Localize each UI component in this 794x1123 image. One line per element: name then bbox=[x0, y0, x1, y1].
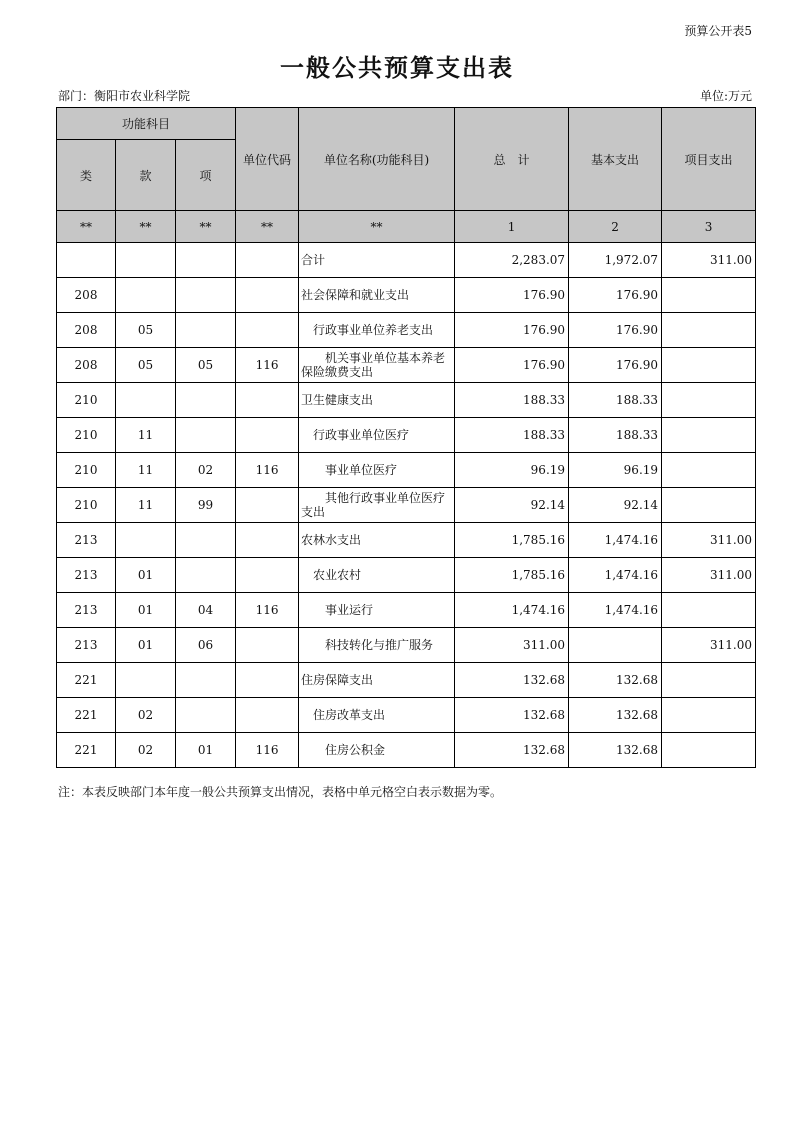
cell-xiang: 06 bbox=[176, 628, 236, 663]
cell-lei: 210 bbox=[57, 453, 116, 488]
header-unit-code: 单位代码 bbox=[236, 108, 299, 211]
header-index-name: ** bbox=[299, 211, 455, 243]
cell-project: 311.00 bbox=[662, 558, 756, 593]
cell-kuan: 11 bbox=[116, 488, 176, 523]
cell-unit-name: 行政事业单位医疗 bbox=[299, 418, 455, 453]
cell-lei: 208 bbox=[57, 313, 116, 348]
cell-basic: 1,474.16 bbox=[569, 523, 662, 558]
header-basic: 基本支出 bbox=[569, 108, 662, 211]
cell-total: 188.33 bbox=[455, 383, 569, 418]
cell-unit-code bbox=[236, 243, 299, 278]
cell-kuan: 05 bbox=[116, 313, 176, 348]
cell-unit-code: 116 bbox=[236, 348, 299, 383]
cell-unit-code bbox=[236, 313, 299, 348]
cell-kuan bbox=[116, 383, 176, 418]
header-kuan: 款 bbox=[116, 140, 176, 211]
header-index-total: 1 bbox=[455, 211, 569, 243]
cell-xiang bbox=[176, 383, 236, 418]
cell-unit-code bbox=[236, 663, 299, 698]
cell-total: 1,785.16 bbox=[455, 523, 569, 558]
cell-lei: 213 bbox=[57, 628, 116, 663]
cell-lei: 210 bbox=[57, 488, 116, 523]
cell-project: 311.00 bbox=[662, 628, 756, 663]
cell-lei: 213 bbox=[57, 523, 116, 558]
cell-unit-name: 农业农村 bbox=[299, 558, 455, 593]
cell-kuan bbox=[116, 523, 176, 558]
cell-xiang: 02 bbox=[176, 453, 236, 488]
cell-total: 132.68 bbox=[455, 663, 569, 698]
cell-unit-code bbox=[236, 278, 299, 313]
unit-name-text: 其他行政事业单位医疗支出 bbox=[301, 491, 446, 519]
cell-project bbox=[662, 418, 756, 453]
cell-xiang bbox=[176, 418, 236, 453]
table-row bbox=[57, 453, 756, 488]
table-row bbox=[57, 488, 756, 523]
cell-xiang bbox=[176, 313, 236, 348]
cell-basic: 188.33 bbox=[569, 383, 662, 418]
cell-unit-code: 116 bbox=[236, 453, 299, 488]
cell-unit-name: 合计 bbox=[299, 243, 455, 278]
header-lei: 类 bbox=[57, 140, 116, 211]
table-row bbox=[57, 558, 756, 593]
cell-xiang bbox=[176, 698, 236, 733]
cell-total: 188.33 bbox=[455, 418, 569, 453]
cell-unit-name: 住房保障支出 bbox=[299, 663, 455, 698]
cell-basic: 132.68 bbox=[569, 663, 662, 698]
cell-total: 132.68 bbox=[455, 698, 569, 733]
unit-label: 单位:万元 bbox=[699, 89, 752, 103]
cell-unit-name bbox=[299, 453, 455, 488]
cell-unit-code bbox=[236, 523, 299, 558]
cell-project bbox=[662, 348, 756, 383]
cell-unit-name bbox=[299, 628, 455, 663]
cell-unit-code bbox=[236, 628, 299, 663]
header-total: 总 计 bbox=[455, 108, 569, 211]
table-row bbox=[57, 663, 756, 698]
cell-total: 176.90 bbox=[455, 278, 569, 313]
cell-lei: 221 bbox=[57, 733, 116, 768]
cell-xiang: 05 bbox=[176, 348, 236, 383]
cell-unit-name: 社会保障和就业支出 bbox=[299, 278, 455, 313]
header-unit-name: 单位名称(功能科目) bbox=[299, 108, 455, 211]
unit-name-text: 事业运行 bbox=[325, 603, 374, 617]
cell-total: 132.68 bbox=[455, 733, 569, 768]
cell-project bbox=[662, 313, 756, 348]
cell-unit-name bbox=[299, 488, 455, 523]
cell-lei: 208 bbox=[57, 278, 116, 313]
footnote: 注：本表反映部门本年度一般公共预算支出情况，表格中单元格空白表示数据为零。 bbox=[58, 785, 503, 799]
unit-name-text: 事业单位医疗 bbox=[325, 463, 398, 477]
cell-lei: 210 bbox=[57, 383, 116, 418]
cell-kuan: 01 bbox=[116, 628, 176, 663]
cell-unit-code bbox=[236, 488, 299, 523]
cell-unit-code: 116 bbox=[236, 733, 299, 768]
cell-xiang: 04 bbox=[176, 593, 236, 628]
cell-project: 311.00 bbox=[662, 523, 756, 558]
cell-basic: 132.68 bbox=[569, 698, 662, 733]
cell-kuan: 02 bbox=[116, 698, 176, 733]
cell-basic: 1,972.07 bbox=[569, 243, 662, 278]
cell-unit-name bbox=[299, 348, 455, 383]
cell-basic: 176.90 bbox=[569, 348, 662, 383]
cell-project bbox=[662, 488, 756, 523]
cell-lei: 213 bbox=[57, 558, 116, 593]
unit-name-text: 机关事业单位基本养老保险缴费支出 bbox=[301, 351, 446, 379]
table-row bbox=[57, 628, 756, 663]
header-index-kuan: ** bbox=[116, 211, 176, 243]
table-row bbox=[57, 418, 756, 453]
cell-total: 1,785.16 bbox=[455, 558, 569, 593]
cell-unit-code bbox=[236, 558, 299, 593]
table-row bbox=[57, 278, 756, 313]
cell-lei: 221 bbox=[57, 698, 116, 733]
page-title: 一般公共预算支出表 bbox=[280, 53, 514, 82]
cell-xiang bbox=[176, 558, 236, 593]
cell-xiang bbox=[176, 523, 236, 558]
cell-kuan bbox=[116, 663, 176, 698]
cell-total: 2,283.07 bbox=[455, 243, 569, 278]
cell-unit-code bbox=[236, 418, 299, 453]
cell-kuan: 05 bbox=[116, 348, 176, 383]
cell-project bbox=[662, 663, 756, 698]
cell-unit-name: 卫生健康支出 bbox=[299, 383, 455, 418]
unit-name-text: 住房公积金 bbox=[325, 743, 386, 757]
header-index-project: 3 bbox=[662, 211, 756, 243]
header-func-subject: 功能科目 bbox=[57, 108, 236, 140]
cell-basic: 92.14 bbox=[569, 488, 662, 523]
cell-lei: 221 bbox=[57, 663, 116, 698]
header-index-lei: ** bbox=[57, 211, 116, 243]
table-row bbox=[57, 698, 756, 733]
header-project: 项目支出 bbox=[662, 108, 756, 211]
table-row bbox=[57, 523, 756, 558]
cell-project bbox=[662, 593, 756, 628]
table-row bbox=[57, 733, 756, 768]
cell-basic: 132.68 bbox=[569, 733, 662, 768]
budget-table bbox=[56, 107, 756, 768]
cell-project bbox=[662, 453, 756, 488]
cell-lei: 213 bbox=[57, 593, 116, 628]
cell-project bbox=[662, 698, 756, 733]
table-row bbox=[57, 348, 756, 383]
cell-xiang bbox=[176, 663, 236, 698]
header-index-basic: 2 bbox=[569, 211, 662, 243]
cell-basic: 176.90 bbox=[569, 313, 662, 348]
cell-lei: 210 bbox=[57, 418, 116, 453]
cell-lei: 208 bbox=[57, 348, 116, 383]
cell-kuan: 01 bbox=[116, 593, 176, 628]
table-row bbox=[57, 243, 756, 278]
cell-basic bbox=[569, 628, 662, 663]
cell-unit-name bbox=[299, 733, 455, 768]
cell-kuan bbox=[116, 243, 176, 278]
cell-xiang: 99 bbox=[176, 488, 236, 523]
cell-unit-name bbox=[299, 593, 455, 628]
cell-basic: 1,474.16 bbox=[569, 558, 662, 593]
table-row bbox=[57, 593, 756, 628]
cell-basic: 96.19 bbox=[569, 453, 662, 488]
cell-total: 176.90 bbox=[455, 348, 569, 383]
cell-basic: 1,474.16 bbox=[569, 593, 662, 628]
cell-kuan: 02 bbox=[116, 733, 176, 768]
cell-basic: 176.90 bbox=[569, 278, 662, 313]
table-body bbox=[57, 243, 756, 768]
cell-xiang: 01 bbox=[176, 733, 236, 768]
cell-project: 311.00 bbox=[662, 243, 756, 278]
table-row bbox=[57, 313, 756, 348]
cell-total: 96.19 bbox=[455, 453, 569, 488]
cell-kuan: 01 bbox=[116, 558, 176, 593]
cell-unit-name: 行政事业单位养老支出 bbox=[299, 313, 455, 348]
table-number-label: 预算公开表5 bbox=[684, 24, 752, 38]
cell-project bbox=[662, 278, 756, 313]
cell-total: 92.14 bbox=[455, 488, 569, 523]
cell-unit-code bbox=[236, 698, 299, 733]
cell-unit-name: 农林水支出 bbox=[299, 523, 455, 558]
cell-unit-code bbox=[236, 383, 299, 418]
cell-unit-code: 116 bbox=[236, 593, 299, 628]
cell-total: 311.00 bbox=[455, 628, 569, 663]
header-index-xiang: ** bbox=[176, 211, 236, 243]
table-row bbox=[57, 383, 756, 418]
unit-name-text: 科技转化与推广服务 bbox=[325, 638, 434, 652]
cell-kuan bbox=[116, 278, 176, 313]
cell-xiang bbox=[176, 278, 236, 313]
cell-kuan: 11 bbox=[116, 418, 176, 453]
cell-project bbox=[662, 733, 756, 768]
department-label: 部门：衡阳市农业科学院 bbox=[58, 89, 191, 103]
cell-basic: 188.33 bbox=[569, 418, 662, 453]
cell-xiang bbox=[176, 243, 236, 278]
cell-total: 176.90 bbox=[455, 313, 569, 348]
cell-project bbox=[662, 383, 756, 418]
cell-unit-name: 住房改革支出 bbox=[299, 698, 455, 733]
cell-lei bbox=[57, 243, 116, 278]
cell-total: 1,474.16 bbox=[455, 593, 569, 628]
header-index-code: ** bbox=[236, 211, 299, 243]
cell-kuan: 11 bbox=[116, 453, 176, 488]
header-xiang: 项 bbox=[176, 140, 236, 211]
